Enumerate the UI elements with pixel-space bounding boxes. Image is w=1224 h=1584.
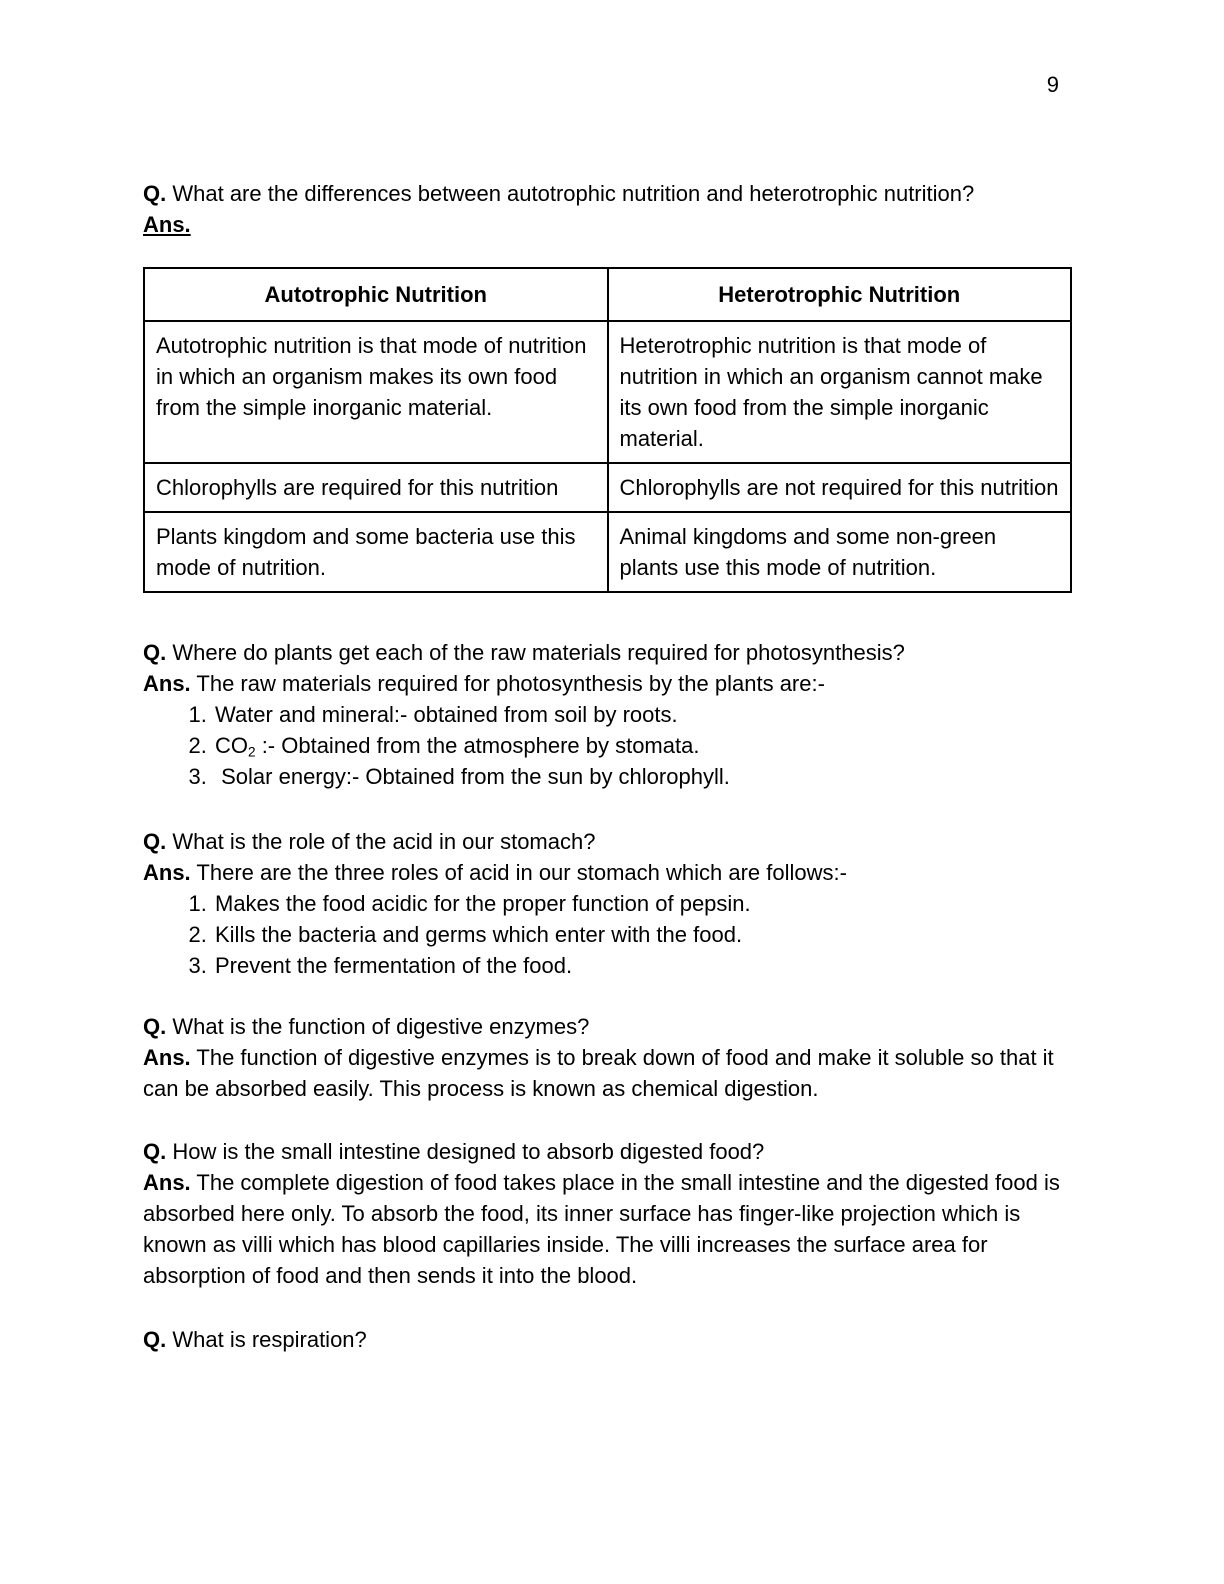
- list-item: [213, 730, 1081, 761]
- question-line: [143, 1136, 1081, 1167]
- question-line: [143, 826, 1081, 857]
- answer-text: The raw materials required for photosynthesis by the plants are:-: [196, 671, 825, 696]
- ans-label: Ans.: [143, 671, 191, 696]
- list-item: 2. Kills the bacteria and germs which enter with the food.: [213, 919, 1081, 950]
- page-content: [0, 69, 1224, 1355]
- answer-paragraph: [143, 1167, 1081, 1291]
- list-item: 3. Prevent the fermentation of the food.: [213, 950, 1081, 981]
- question-line: [143, 1011, 1081, 1042]
- qa-block-respiration: [143, 1324, 1081, 1355]
- question-text: Where do plants get each of the raw materials required for photosynthesis?: [172, 640, 905, 665]
- ans-label: Ans.: [143, 1045, 191, 1070]
- question-line: [143, 1324, 1081, 1355]
- formula-subscript: 2: [248, 744, 256, 760]
- q-label: Q.: [143, 1327, 167, 1352]
- table-cell: Heterotrophic nutrition is that mode of nutrition in which an organism cannot make its own food from the simple inorganic material.: [608, 321, 1072, 463]
- table-cell: Animal kingdoms and some non-green plants use this mode of nutrition.: [608, 512, 1072, 592]
- table-cell: Plants kingdom and some bacteria use this mode of nutrition.: [144, 512, 608, 592]
- qa-block-stomach-acid: [143, 826, 1081, 981]
- list-item: 1. Makes the food acidic for the proper function of pepsin.: [213, 888, 1081, 919]
- comparison-table: [143, 267, 1072, 593]
- ans-label: Ans.: [143, 860, 191, 885]
- ans-label: Ans.: [143, 212, 191, 237]
- qa-block-digestive-enzymes: [143, 1011, 1081, 1104]
- answer-text: The function of digestive enzymes is to break down of food and make it soluble so that it can be absorbed easily. This process is known as chemical digestion.: [143, 1045, 1054, 1101]
- table-header-row: [144, 268, 1071, 321]
- list-item: 3. Solar energy:- Obtained from the sun by chlorophyll.: [213, 761, 1081, 792]
- question-line: [143, 637, 1081, 668]
- table-cell: Autotrophic nutrition is that mode of nutrition in which an organism makes its own food from the simple inorganic material.: [144, 321, 608, 463]
- question-text: What is the function of digestive enzymes?: [172, 1014, 590, 1039]
- table-header-autotrophic: Autotrophic Nutrition: [144, 268, 608, 321]
- question-text: How is the small intestine designed to absorb digested food?: [172, 1139, 765, 1164]
- qa-block-differences: [143, 178, 1081, 240]
- table-cell: Chlorophylls are required for this nutrition: [144, 463, 608, 512]
- ans-label: Ans.: [143, 1170, 191, 1195]
- q-label: Q.: [143, 1139, 167, 1164]
- qa-block-photosynthesis-materials: [143, 637, 1081, 792]
- q-label: Q.: [143, 1014, 167, 1039]
- answer-list: [143, 888, 1081, 981]
- answer-line: [143, 668, 1081, 699]
- answer-list: [143, 699, 1081, 792]
- table-header-heterotrophic: Heterotrophic Nutrition: [608, 268, 1072, 321]
- answer-line: [143, 857, 1081, 888]
- page-number: 9: [1046, 72, 1059, 97]
- formula-prefix: CO: [215, 733, 248, 758]
- question-line: [143, 178, 1081, 209]
- list-item: 1. Water and mineral:- obtained from soil by roots.: [213, 699, 1081, 730]
- answer-text: The complete digestion of food takes place in the small intestine and the digested food is absorbed here only. To absorb the food, its inner surface has finger-like projection which is known as villi which has blood capillaries inside. The villi increases the surface area for absorption of food and then sends it into the blood.: [143, 1170, 1060, 1288]
- table-row: [144, 463, 1071, 512]
- table-row: [144, 321, 1071, 463]
- question-text: What is respiration?: [172, 1327, 367, 1352]
- q-label: Q.: [143, 640, 167, 665]
- qa-block-small-intestine: [143, 1136, 1081, 1291]
- question-text: What is the role of the acid in our stomach?: [172, 829, 596, 854]
- table-cell: Chlorophylls are not required for this nutrition: [608, 463, 1072, 512]
- answer-text: There are the three roles of acid in our stomach which are follows:-: [196, 860, 847, 885]
- q-label: Q.: [143, 829, 167, 854]
- answer-line: [143, 209, 1081, 240]
- question-text: What are the differences between autotrophic nutrition and heterotrophic nutrition?: [172, 181, 975, 206]
- answer-paragraph: [143, 1042, 1081, 1104]
- list-item-text: :- Obtained from the atmosphere by stomata.: [255, 733, 700, 758]
- table-row: [144, 512, 1071, 592]
- q-label: Q.: [143, 181, 167, 206]
